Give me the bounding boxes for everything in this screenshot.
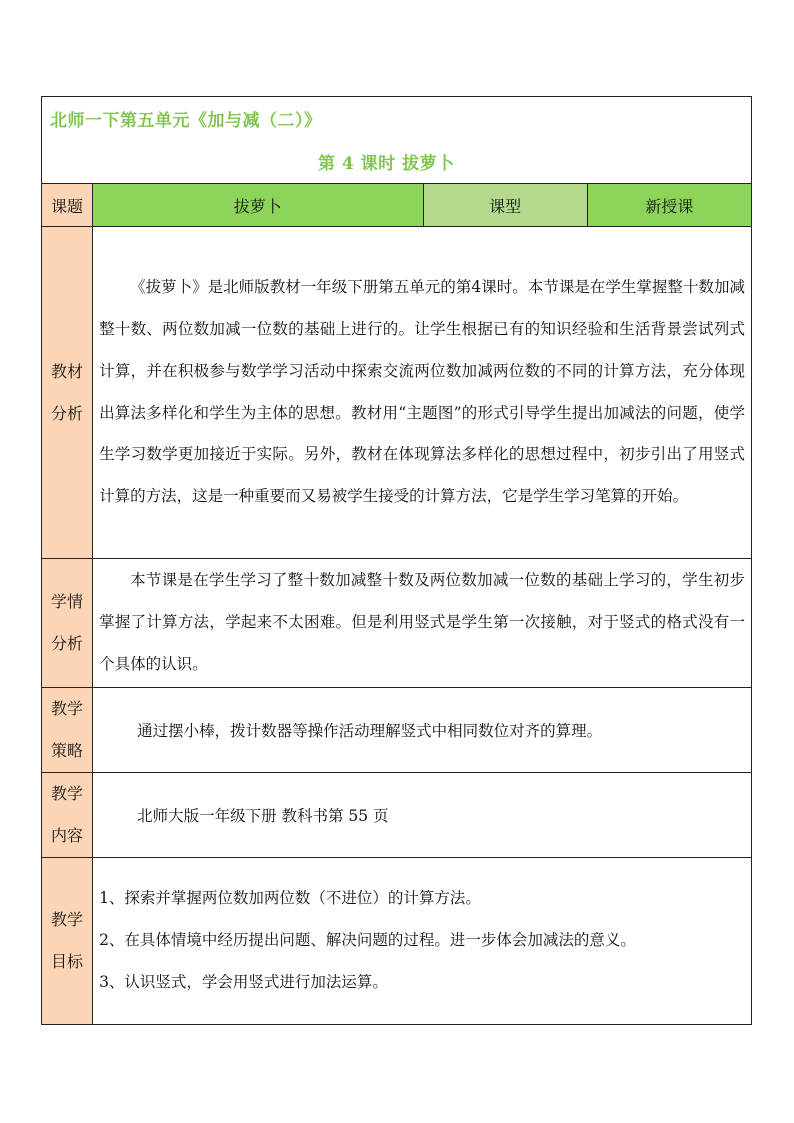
content-text: 北师大版一年级下册 教科书第 55 页 — [137, 807, 389, 825]
student-analysis-text: 本节课是在学生学习了整十数加减整十数及两位数加减一位数的基础上学习的，学生初步掌握了计算方法，学起来不太困难。但是利用竖式是学生第一次接触，对于竖式的格式没有一个具体的认识。 — [99, 571, 745, 673]
content-row — [42, 773, 752, 858]
title-cell — [42, 97, 752, 184]
objective-item: 3、认识竖式，学会用竖式进行加法运算。 — [99, 972, 388, 991]
objectives-row — [42, 858, 752, 1025]
textbook-analysis-text: 《拔萝卜》是北师版教材一年级下册第五单元的第4课时。本节课是在学生掌握整十数加减整十数、两位数加减一位数的基础上进行的。让学生根据已有的知识经验和生活背景尝试列式计算，并在积极参与数学学习活动中探索交流两位数加减两位数的不同的计算方法，充分体现出算法多样化和学生为主体的思想。教材用“主题图”的形式引导学生提出加减法的问题，使学生学习数学更加接近于实际。另外，教材在体现算法多样化的思想过程中，初步引出了用竖式计算的方法，这是一种重要而又易被学生接受的计算方法，它是学生学习笔算的开始。 — [99, 278, 745, 505]
lesson-title: 第 4 课时 拔萝卜 — [318, 154, 455, 174]
student-analysis-cell — [93, 559, 752, 688]
strategy-row — [42, 688, 752, 773]
objectives-label: 教学 目标 — [42, 858, 93, 1025]
strategy-cell — [93, 688, 752, 773]
objective-item: 1、探索并掌握两位数加两位数（不进位）的计算方法。 — [99, 889, 481, 908]
textbook-analysis-cell — [93, 227, 752, 559]
content-cell — [93, 773, 752, 858]
info-row — [42, 184, 752, 227]
student-analysis-label: 学情 分析 — [42, 559, 93, 688]
objective-item: 2、在具体情境中经历提出问题、解决问题的过程。进一步体会加减法的意义。 — [99, 931, 636, 950]
type-value: 新授课 — [587, 184, 751, 227]
objectives-cell — [93, 858, 752, 1025]
topic-value: 拔萝卜 — [93, 184, 423, 227]
unit-title: 北师一下第五单元《加与减（二）》 — [50, 111, 322, 131]
content-label: 教学 内容 — [42, 773, 93, 858]
lesson-plan-table — [41, 96, 752, 1025]
type-label: 课型 — [423, 184, 587, 227]
strategy-text: 通过摆小棒，拨计数器等操作活动理解竖式中相同数位对齐的算理。 — [137, 722, 603, 740]
strategy-label: 教学 策略 — [42, 688, 93, 773]
topic-label: 课题 — [42, 184, 93, 227]
textbook-analysis-label: 教材 分析 — [42, 227, 93, 559]
student-analysis-row — [42, 559, 752, 688]
textbook-analysis-row — [42, 227, 752, 559]
